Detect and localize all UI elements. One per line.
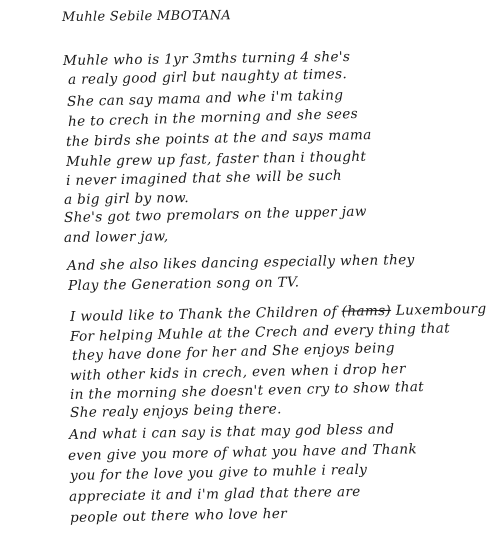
letter-line: She's got two premolars on the upper jaw bbox=[63, 203, 367, 226]
letter-line-text: I would like to Thank the Children of bbox=[69, 303, 338, 325]
letter-line-end-word: Luxembourg bbox=[395, 301, 487, 319]
letter-line: they have done for her and She enjoys being bbox=[71, 340, 396, 364]
letter-line: a realy good girl but naughty at times. bbox=[67, 66, 348, 88]
crossed-out-word: (hams) bbox=[341, 302, 392, 320]
letter-line: in the morning she doesn't even cry to show that bbox=[69, 378, 425, 403]
letter-line: Muhle who is 1yr 3mths turning 4 she's bbox=[62, 48, 351, 69]
letter-line: appreciate it and i'm glad that there are bbox=[68, 483, 361, 505]
letter-line: And she also likes dancing especially when they bbox=[66, 251, 415, 274]
letter-line: For helping Muhle at the Crech and every thing that bbox=[69, 320, 451, 345]
letter-line: And what i can say is that may god bless and bbox=[68, 421, 395, 443]
letter-title: Muhle Sebile MBOTANA bbox=[61, 8, 232, 25]
letter-line: a big girl by now. bbox=[63, 190, 190, 208]
letter-line: he to crech in the morning and she sees bbox=[67, 105, 359, 130]
letter-line: Muhle grew up fast, faster than i thought bbox=[65, 148, 367, 170]
letter-line: with other kids in crech, even when i drop her bbox=[69, 360, 406, 384]
letter-line: the birds she points at the and says mama bbox=[65, 127, 372, 150]
letter-line: i never imagined that she will be such bbox=[65, 167, 343, 189]
letter-line: even give you more of what you have and Thank bbox=[67, 441, 418, 464]
letter-line: and lower jaw, bbox=[63, 228, 169, 246]
letter-line: people out there who love her bbox=[69, 505, 288, 526]
letter-line: Play the Generation song on TV. bbox=[67, 274, 300, 294]
letter-line: you for the love you give to muhle i realy bbox=[69, 461, 368, 484]
letter-line: She realy enjoys being there. bbox=[69, 401, 282, 421]
letter-line: She can say mama and whe i'm taking bbox=[66, 87, 344, 110]
